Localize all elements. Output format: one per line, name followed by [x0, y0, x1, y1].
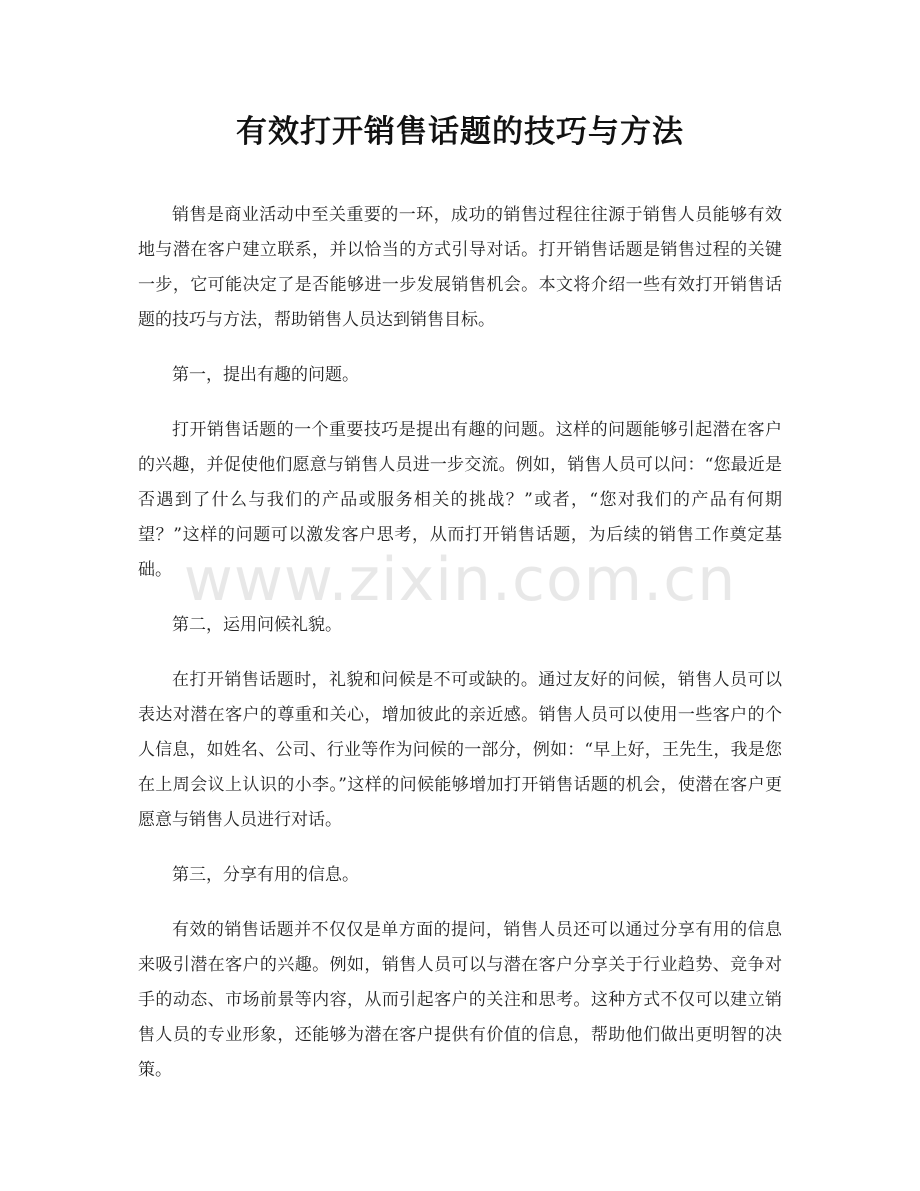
section-heading-1: 第一，提出有趣的问题。 [172, 365, 359, 385]
paragraph-3: 有效的销售话题并不仅仅是单方面的提问，销售人员还可以通过分享有用的信息来吸引潜在客户的兴趣。例如，销售人员可以与潜在客户分享关于行业趋势、竞争对手的动态、市场前景等内容，从而引起客户的关注和思考。这种方式不仅可以建立销售人员的专业形象，还能够为潜在客户提供有价值的信息，帮助他们做出更明智的决策。 [138, 920, 782, 1080]
section-heading-2: 第二，运用问候礼貌。 [172, 615, 342, 635]
watermark: www.zixin.com.cn [183, 545, 737, 615]
section-heading-3: 第三，分享有用的信息。 [172, 865, 359, 885]
paragraph-2: 在打开销售话题时，礼貌和问候是不可或缺的。通过友好的问候，销售人员可以表达对潜在客户的尊重和关心，增加彼此的亲近感。销售人员可以使用一些客户的个人信息，如姓名、公司、行业等作为问候的一部分，例如：“早上好，王先生，我是您在上周会议上认识的小李。”这样的问候能够增加打开销售话题的机会，使潜在客户更愿意与销售人员进行对话。 [138, 670, 782, 830]
paragraph-1: 打开销售话题的一个重要技巧是提出有趣的问题。这样的问题能够引起潜在客户的兴趣，并促使他们愿意与销售人员进一步交流。例如，销售人员可以问：“您最近是否遇到了什么与我们的产品或服务相关的挑战？”或者，“您对我们的产品有何期望？”这样的问题可以激发客户思考，从而打开销售话题，为后续的销售工作奠定基础。 [138, 420, 782, 580]
document-title: 有效打开销售话题的技巧与方法 [236, 114, 684, 150]
paragraph-intro: 销售是商业活动中至关重要的一环，成功的销售过程往往源于销售人员能够有效地与潜在客户建立联系，并以恰当的方式引导对话。打开销售话题是销售过程的关键一步，它可能决定了是否能够进一步发展销售机会。本文将介绍一些有效打开销售话题的技巧与方法，帮助销售人员达到销售目标。 [138, 205, 782, 330]
